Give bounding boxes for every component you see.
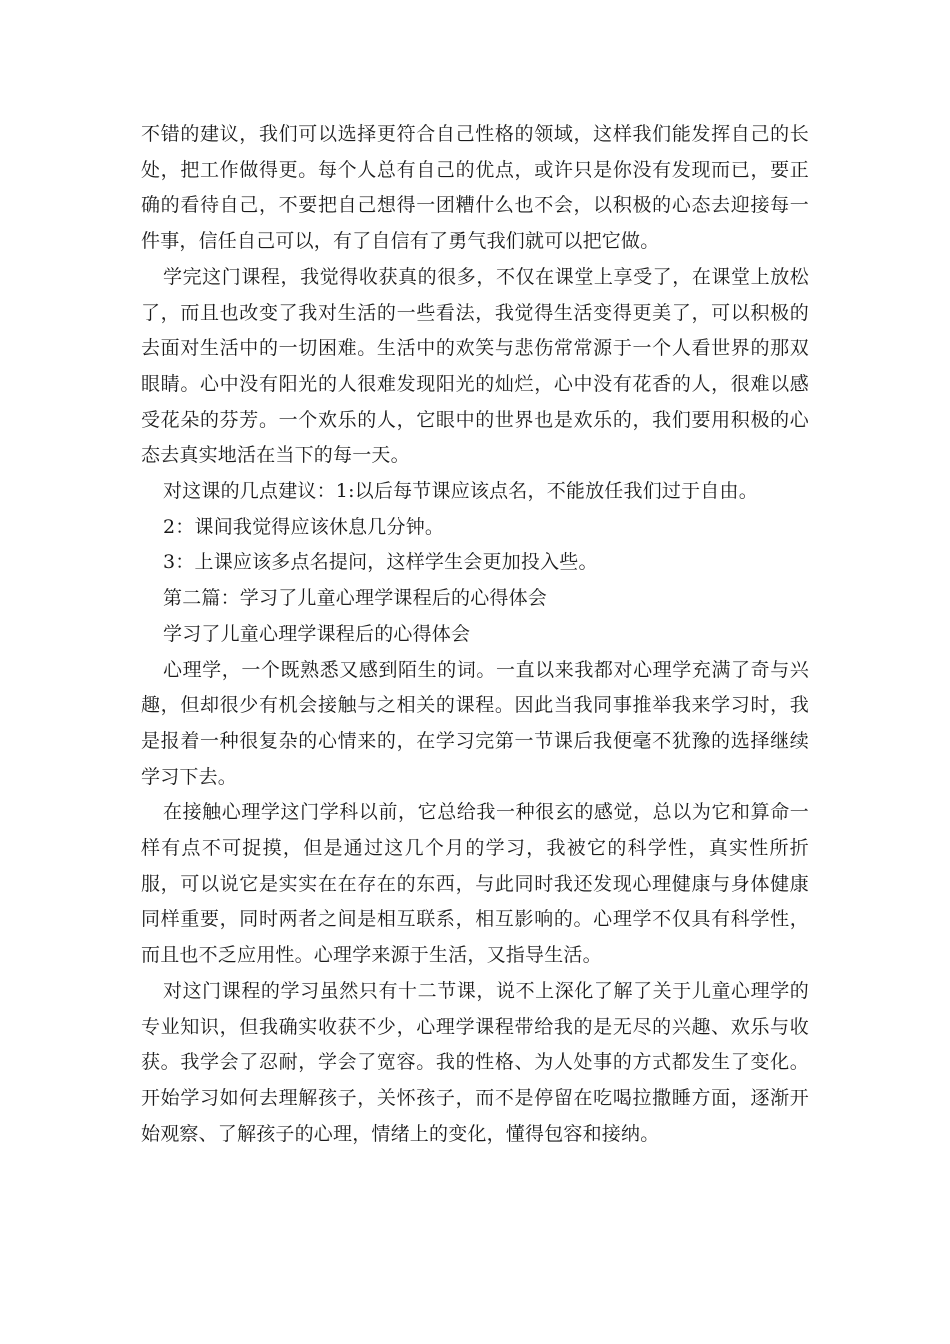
section-title: 学习了儿童心理学课程后的心得体会 (163, 622, 471, 645)
paragraph-2: 学完这门课程，我觉得收获真的很多，不仅在课堂上享受了，在课堂上放松了，而且也改变了我对生活的一些看法，我觉得生活变得更美了，可以积极的去面对生活中的一切困难。生活中的欢笑与悲伤常常源于一个人看世界的那双眼睛。心中没有阳光的人很难发现阳光的灿烂，心中没有花香的人，很难以感受花朵的芬芳。一个欢乐的人，它眼中的世界也是欢乐的，我们要用积极的心态去真实地活在当下的每一天。 (141, 265, 809, 467)
paragraph-8: 心理学，一个既熟悉又感到陌生的词。一直以来我都对心理学充满了奇与兴趣，但却很少有机会接触与之相关的课程。因此当我同事推举我来学习时，我是报着一种很复杂的心情来的，在学习完第一节课后我便毫不犹豫的选择继续学习下去。 (141, 658, 809, 788)
paragraph-4: 2：课间我觉得应该休息几分钟。 (163, 515, 445, 538)
section-heading: 第二篇：学习了儿童心理学课程后的心得体会 (163, 587, 548, 610)
paragraph-3: 对这课的几点建议：1:以后每节课应该点名，不能放任我们过于自由。 (163, 480, 758, 503)
paragraph-10: 对这门课程的学习虽然只有十二节课，说不上深化了解了关于儿童心理学的专业知识，但我确实收获不少，心理学课程带给我的是无尽的兴趣、欢乐与收获。我学会了忍耐，学会了宽容。我的性格、为人处事的方式都发生了变化。开始学习如何去理解孩子，关怀孩子，而不是停留在吃喝拉撒睡方面，逐渐开始观察、了解孩子的心理，情绪上的变化，懂得包容和接纳。 (141, 979, 809, 1145)
paragraph-5: 3：上课应该多点名提问，这样学生会更加投入些。 (163, 551, 598, 574)
paragraph-9: 在接触心理学这门学科以前，它总给我一种很玄的感觉，总以为它和算命一样有点不可捉摸，但是通过这几个月的学习，我被它的科学性，真实性所折服，可以说它是实实在在存在的东西，与此同时我还发现心理健康与身体健康同样重要，同时两者之间是相互联系，相互影响的。心理学不仅具有科学性，而且也不乏应用性。心理学来源于生活，又指导生活。 (141, 801, 809, 967)
document-body (141, 117, 809, 1152)
paragraph-1: 不错的建议，我们可以选择更符合自己性格的领域，这样我们能发挥自己的长处，把工作做得更。每个人总有自己的优点，或许只是你没有发现而已，要正确的看待自己，不要把自己想得一团糟什么也不会，以积极的心态去迎接每一件事，信任自己可以，有了自信有了勇气我们就可以把它做。 (141, 123, 809, 253)
